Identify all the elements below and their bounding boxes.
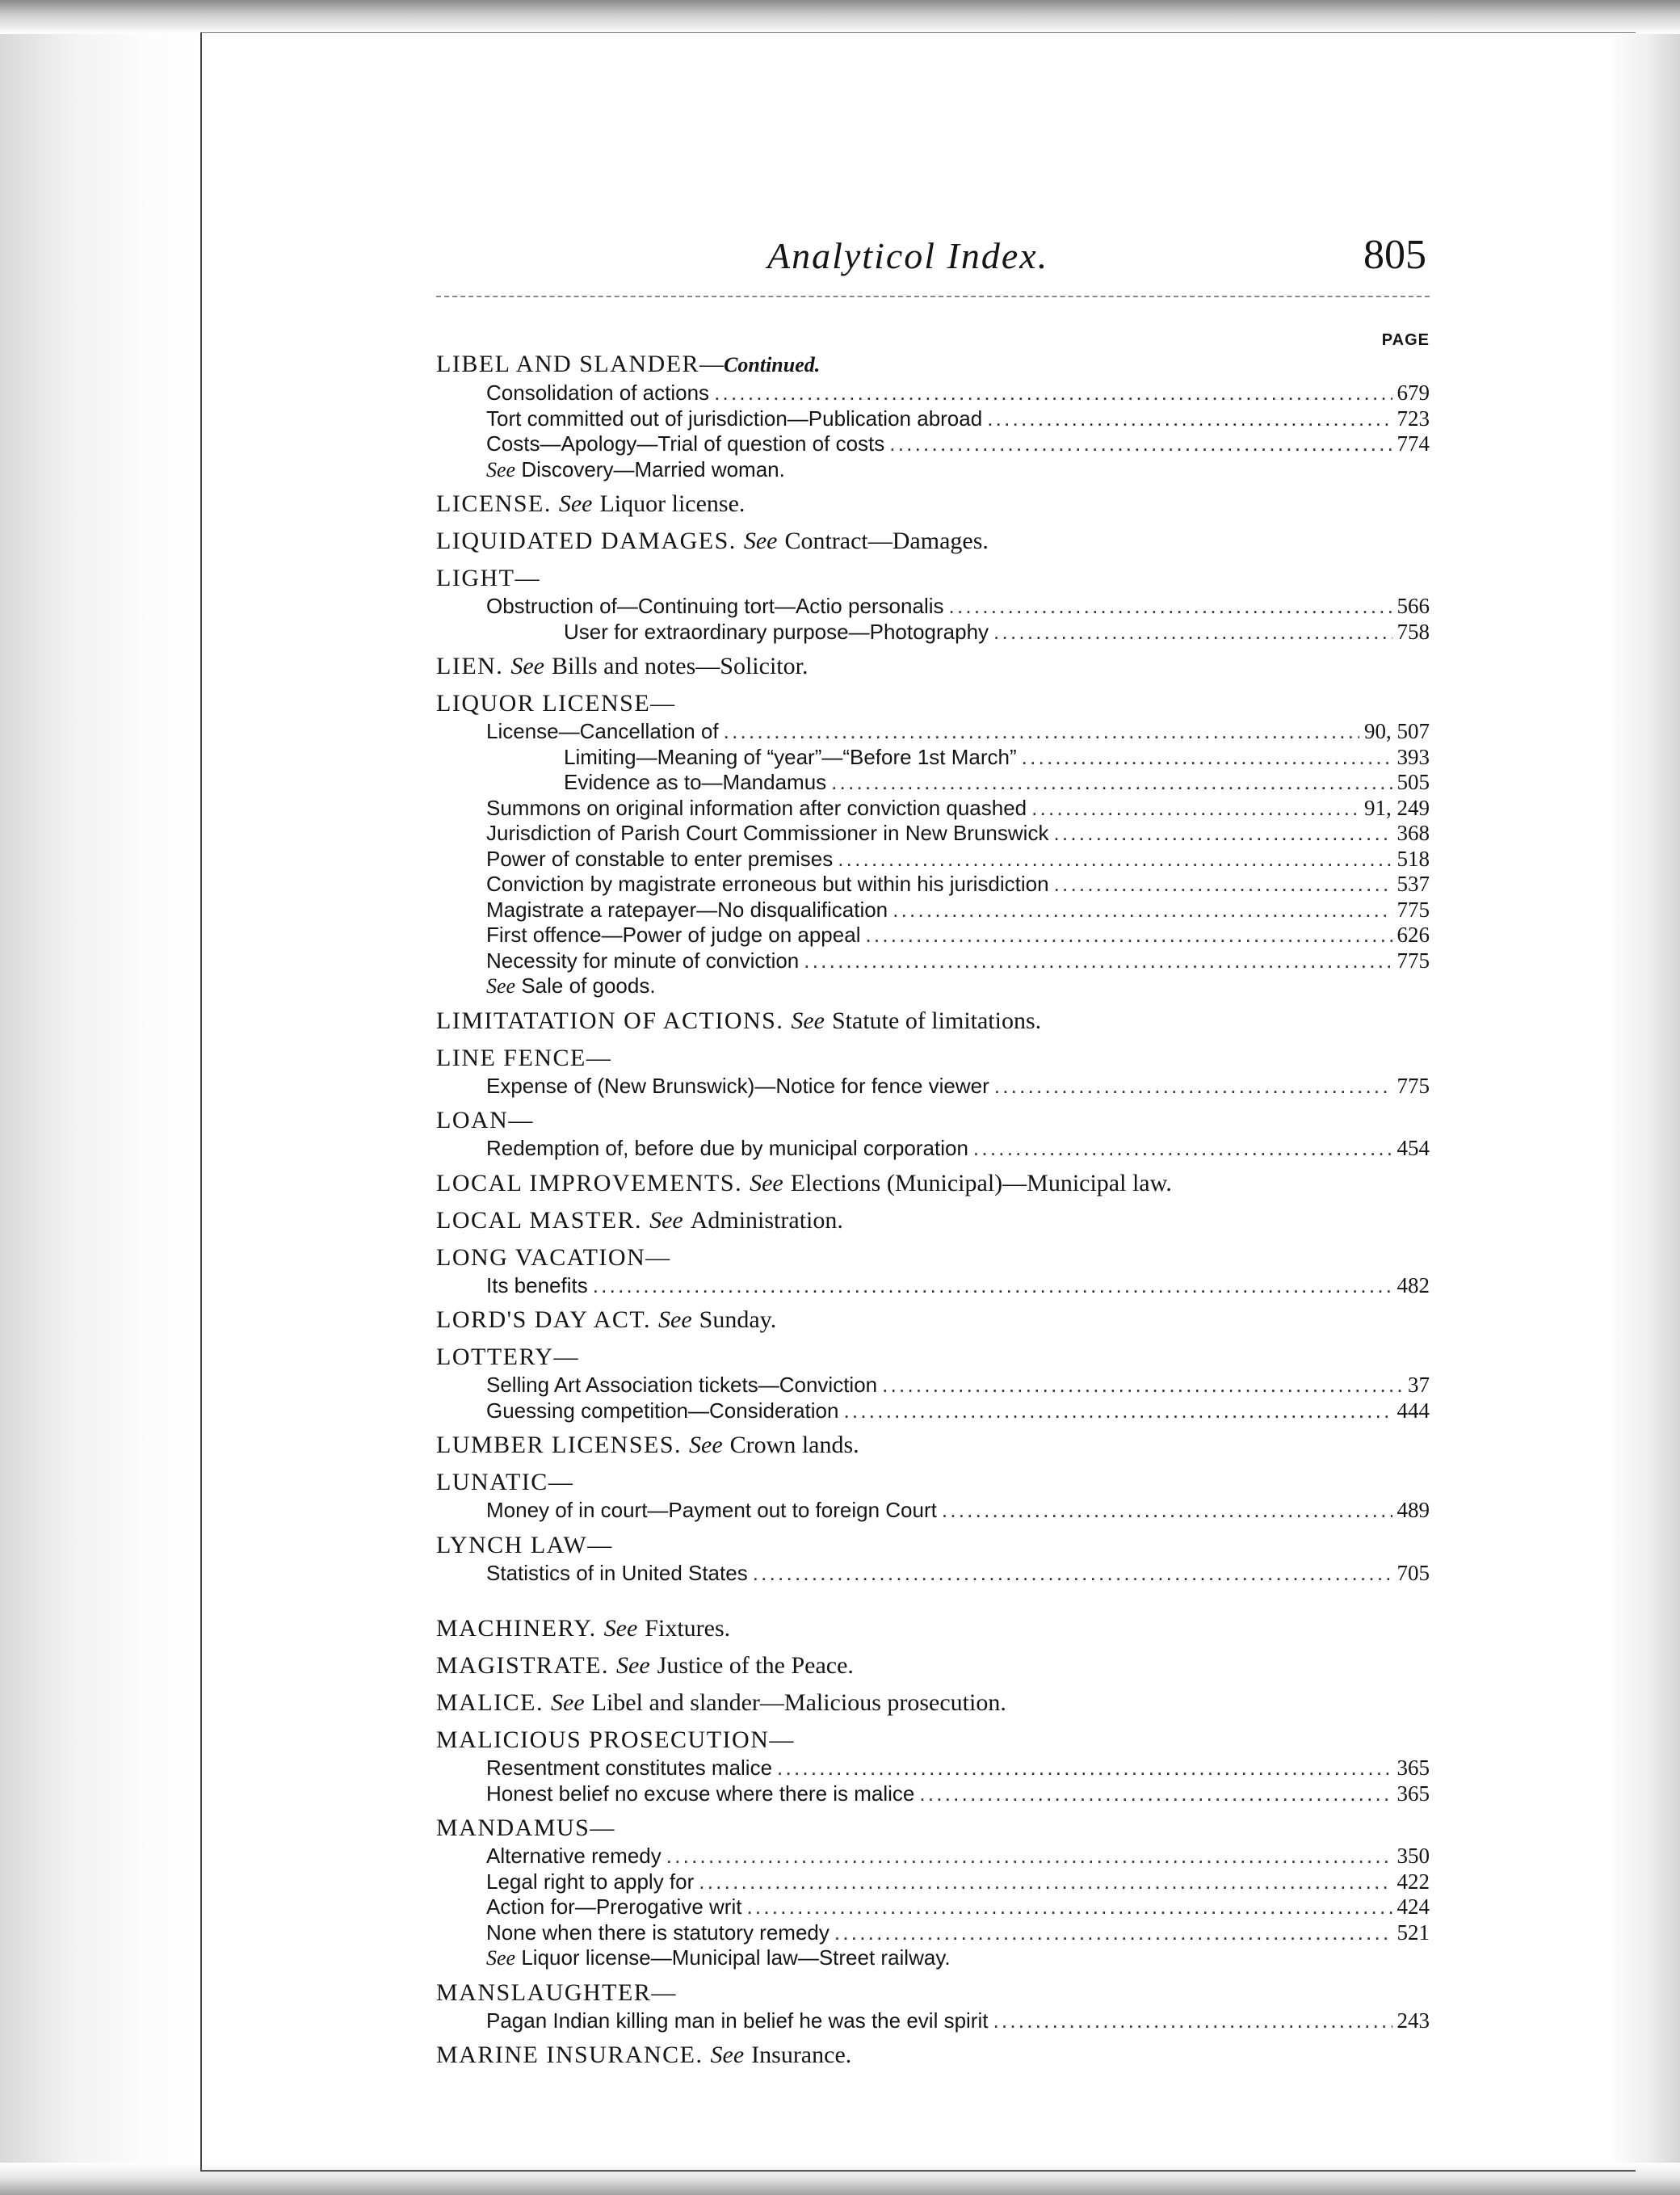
entry-spacer — [436, 1681, 1430, 1688]
see-label: See — [510, 653, 544, 679]
index-entry — [436, 1467, 1430, 1524]
see-label: See — [486, 457, 516, 481]
see-reference: Discovery—Married woman. — [521, 456, 785, 481]
dot-leader — [1022, 745, 1392, 771]
page-column-label: PAGE — [1381, 331, 1430, 349]
subentry-line — [436, 1561, 1430, 1587]
entry-heading — [436, 1813, 1430, 1844]
entry-spacer — [436, 1037, 1430, 1043]
see-label: See — [486, 974, 516, 998]
entry-heading — [436, 1043, 1430, 1074]
subentry-line — [436, 1920, 1430, 1946]
subentry-line — [436, 2008, 1430, 2034]
index-entry — [436, 1205, 1430, 1236]
continued-label: Continued. — [724, 353, 821, 376]
page-reference: 537 — [1396, 872, 1430, 896]
header-rule — [436, 296, 1430, 297]
page-reference: 775 — [1396, 897, 1430, 922]
subentry-text: User for extraordinary purpose—Photography — [564, 619, 989, 644]
subentry-text: Action for—Prerogative writ — [486, 1894, 742, 1919]
index-entry — [436, 1688, 1430, 1718]
page-number: 805 — [1363, 232, 1426, 278]
index-entry — [436, 1168, 1430, 1199]
subentry-text: Resentment constitutes malice — [486, 1756, 773, 1780]
heading-text: MARINE INSURANCE. — [436, 2042, 704, 2068]
entry-heading — [436, 1725, 1430, 1756]
dot-leader — [699, 1869, 1392, 1895]
dot-leader — [666, 1844, 1392, 1869]
subentry-line — [436, 1074, 1430, 1100]
dot-leader — [724, 719, 1359, 745]
heading-text: MAGISTRATE. — [436, 1652, 610, 1679]
see-reference: Sunday. — [699, 1306, 777, 1333]
heading-dash: — — [699, 351, 724, 377]
entry-heading — [436, 1243, 1430, 1273]
subentry-line — [436, 1136, 1430, 1162]
see-reference: Statute of limitations. — [832, 1007, 1042, 1034]
entry-spacer — [436, 1524, 1430, 1530]
subentry-line — [436, 948, 1430, 974]
entry-spacer — [436, 1586, 1430, 1613]
entry-heading — [436, 1650, 1430, 1681]
subentry-text: Jurisdiction of Parish Court Commissioner in New Brunswick — [486, 821, 1049, 845]
dot-leader — [949, 594, 1392, 620]
index-entry — [436, 1105, 1430, 1162]
cross-reference-line — [436, 973, 1430, 999]
entry-heading — [436, 1613, 1430, 1644]
dot-leader — [777, 1756, 1392, 1781]
entry-heading — [436, 563, 1430, 594]
index-entry — [436, 349, 1430, 482]
index-entry — [436, 2040, 1430, 2071]
see-reference: Libel and slander—Malicious prosecution. — [591, 1689, 1006, 1716]
see-reference: Sale of goods. — [521, 973, 656, 998]
subentry-text: Its benefits — [486, 1272, 588, 1297]
heading-text: LIEN. — [436, 653, 504, 679]
subentry-text: Evidence as to—Mandamus — [564, 770, 827, 794]
entry-heading — [436, 2040, 1430, 2071]
entry-spacer — [436, 1162, 1430, 1168]
page-reference: 505 — [1396, 770, 1430, 794]
heading-text: LIQUIDATED DAMAGES. — [436, 528, 737, 554]
page-reference: 482 — [1396, 1272, 1430, 1297]
page-reference: 489 — [1396, 1498, 1430, 1522]
running-title: Analyticol Index. — [767, 235, 1049, 276]
subentry-line — [436, 923, 1430, 948]
heading-text: LOCAL IMPROVEMENTS. — [436, 1169, 743, 1196]
entry-heading — [436, 1530, 1430, 1561]
subentry-line — [436, 1273, 1430, 1299]
see-label: See — [616, 1652, 650, 1679]
see-label: See — [658, 1306, 692, 1333]
entry-heading — [436, 1688, 1430, 1718]
subentry-text: Guessing competition—Consideration — [486, 1398, 839, 1423]
subentry-text: Expense of (New Brunswick)—Notice for fence viewer — [486, 1073, 989, 1098]
dot-leader — [1031, 796, 1359, 822]
entry-heading — [436, 1305, 1430, 1335]
entry-spacer — [436, 1099, 1430, 1105]
subentry-line — [436, 620, 1430, 645]
index-entry — [436, 489, 1430, 519]
subentry-text: First offence—Power of judge on appeal — [486, 923, 861, 947]
index-entry — [436, 526, 1430, 557]
page-reference: 444 — [1396, 1398, 1430, 1423]
index-entry — [436, 1305, 1430, 1335]
page-reference: 454 — [1396, 1136, 1430, 1160]
subentry-line — [436, 1869, 1430, 1895]
heading-text: LORD'S DAY ACT. — [436, 1306, 652, 1333]
dot-leader — [889, 431, 1392, 457]
cross-reference-line — [436, 457, 1430, 483]
dot-leader — [942, 1498, 1392, 1524]
see-label: See — [649, 1206, 683, 1234]
entry-heading — [436, 1978, 1430, 2008]
entry-spacer — [436, 1236, 1430, 1243]
dot-leader — [987, 406, 1392, 432]
dot-leader — [994, 1074, 1392, 1100]
dot-leader — [892, 898, 1392, 923]
see-reference: Bills and notes—Solicitor. — [551, 653, 808, 679]
subentry-text: Pagan Indian killing man in belief he was the evil spirit — [486, 2008, 989, 2033]
subentry-line — [436, 431, 1430, 457]
heading-text: LUNATIC— — [436, 1469, 574, 1495]
subentry-text: Tort committed out of jurisdiction—Publication abroad — [486, 406, 983, 431]
subentry-line — [436, 1894, 1430, 1920]
page-reference: 518 — [1396, 846, 1430, 871]
entry-spacer — [436, 519, 1430, 526]
dot-leader — [753, 1561, 1392, 1587]
subentry-text: Statistics of in United States — [486, 1560, 748, 1585]
subentry-line — [436, 745, 1430, 771]
index-entry — [436, 1650, 1430, 1681]
page-reference: 422 — [1396, 1869, 1430, 1894]
subentry-text: Costs—Apology—Trial of question of costs — [486, 431, 885, 456]
heading-text: MACHINERY. — [436, 1615, 597, 1642]
entry-spacer — [436, 1718, 1430, 1725]
subentry-text: Summons on original information after conviction quashed — [486, 795, 1027, 820]
dot-leader — [865, 923, 1392, 948]
subentry-line — [436, 1373, 1430, 1398]
dot-leader — [882, 1373, 1403, 1398]
subentry-line — [436, 381, 1430, 406]
dot-leader — [593, 1273, 1392, 1299]
subentry-text: Power of constable to enter premises — [486, 846, 834, 871]
entry-heading — [436, 1467, 1430, 1498]
heading-text: LINE FENCE— — [436, 1044, 612, 1071]
dot-leader — [831, 770, 1392, 796]
subentry-line — [436, 1498, 1430, 1524]
dot-leader — [919, 1781, 1392, 1807]
page-reference: 705 — [1396, 1560, 1430, 1585]
index-entry — [436, 1530, 1430, 1587]
entry-heading — [436, 489, 1430, 519]
entry-heading — [436, 688, 1430, 719]
entry-spacer — [436, 1298, 1430, 1305]
subentry-line — [436, 898, 1430, 923]
dot-leader — [714, 381, 1392, 406]
heading-text: LICENSE. — [436, 490, 552, 517]
see-reference: Liquor license—Municipal law—Street railway. — [521, 1945, 951, 1970]
dot-leader — [838, 847, 1392, 873]
entry-heading — [436, 1430, 1430, 1461]
subentry-text: Selling Art Association tickets—Conviction — [486, 1373, 878, 1397]
scan-shadow-top — [0, 0, 1680, 34]
see-reference: Elections (Municipal)—Municipal law. — [790, 1169, 1172, 1196]
heading-text: LOTTERY— — [436, 1343, 579, 1370]
entry-spacer — [436, 645, 1430, 651]
scan-shadow-left — [0, 0, 202, 2195]
dot-leader — [834, 1920, 1392, 1946]
subentry-line — [436, 719, 1430, 745]
page-reference: 626 — [1396, 923, 1430, 947]
index-entry — [436, 1043, 1430, 1100]
heading-text: MALICIOUS PROSECUTION— — [436, 1726, 795, 1753]
entry-spacer — [436, 1335, 1430, 1342]
dot-leader — [746, 1894, 1392, 1920]
heading-text: MALICE. — [436, 1689, 544, 1716]
entry-spacer — [436, 1644, 1430, 1650]
heading-text: LUMBER LICENSES. — [436, 1432, 682, 1458]
heading-text: LOAN— — [436, 1107, 534, 1133]
entry-spacer — [436, 2033, 1430, 2040]
see-reference: Crown lands. — [729, 1432, 859, 1458]
entry-spacer — [436, 682, 1430, 688]
heading-text: MANDAMUS— — [436, 1814, 615, 1841]
index-list — [436, 349, 1430, 2071]
subentry-text: None when there is statutory remedy — [486, 1920, 830, 1945]
subentry-line — [436, 1781, 1430, 1807]
dot-leader — [993, 2008, 1392, 2034]
subentry-text: Magistrate a ratepayer—No disqualification — [486, 897, 888, 922]
index-entry — [436, 1243, 1430, 1299]
page-reference: 365 — [1396, 1781, 1430, 1806]
subentry-text: Alternative remedy — [486, 1844, 662, 1868]
entry-spacer — [436, 482, 1430, 489]
see-label: See — [750, 1169, 783, 1196]
entry-spacer — [436, 1423, 1430, 1430]
entry-heading — [436, 1168, 1430, 1199]
subentry-text: Honest belief no excuse where there is malice — [486, 1781, 915, 1806]
dot-leader — [993, 620, 1392, 645]
page-reference: 679 — [1396, 381, 1430, 405]
page-reference: 365 — [1396, 1756, 1430, 1780]
see-reference: Insurance. — [751, 2042, 852, 2068]
dot-leader — [843, 1398, 1392, 1424]
see-label: See — [710, 2042, 745, 2068]
heading-text: LOCAL MASTER. — [436, 1206, 643, 1234]
page-reference: 774 — [1396, 431, 1430, 456]
subentry-text: Limiting—Meaning of “year”—“Before 1st March” — [564, 744, 1017, 769]
subentry-text: Obstruction of—Continuing tort—Actio personalis — [486, 594, 944, 618]
heading-text: LIGHT— — [436, 565, 540, 591]
entry-heading — [436, 1006, 1430, 1037]
entry-spacer — [436, 1971, 1430, 1978]
dot-leader — [1053, 821, 1392, 847]
page-reference: 368 — [1396, 821, 1430, 845]
see-label: See — [558, 490, 593, 517]
subentry-line — [436, 406, 1430, 432]
index-entry — [436, 563, 1430, 645]
dot-leader — [973, 1136, 1392, 1162]
page-reference: 37 — [1408, 1373, 1430, 1397]
subentry-text: Redemption of, before due by municipal corporation — [486, 1136, 968, 1160]
subentry-line — [436, 796, 1430, 822]
see-label: See — [551, 1689, 585, 1716]
page-reference: 350 — [1396, 1844, 1430, 1868]
page-reference: 243 — [1396, 2008, 1430, 2033]
page-reference: 758 — [1396, 619, 1430, 644]
dot-leader — [804, 948, 1392, 974]
subentry-line — [436, 594, 1430, 620]
subentry-line — [436, 1398, 1430, 1424]
see-reference: Fixtures. — [645, 1615, 731, 1642]
subentry-line — [436, 1844, 1430, 1869]
page-reference: 775 — [1396, 1073, 1430, 1098]
index-entry — [436, 1978, 1430, 2034]
subentry-text: Legal right to apply for — [486, 1869, 695, 1894]
see-reference: Administration. — [690, 1206, 843, 1234]
see-reference: Contract—Damages. — [784, 528, 989, 554]
subentry-line — [436, 872, 1430, 898]
entry-heading — [436, 1205, 1430, 1236]
subentry-line — [436, 1756, 1430, 1781]
see-label: See — [791, 1007, 825, 1034]
page-reference: 775 — [1396, 948, 1430, 973]
subentry-text: Money of in court—Payment out to foreign Court — [486, 1498, 937, 1522]
page-reference: 424 — [1396, 1894, 1430, 1919]
page-reference: 521 — [1396, 1920, 1430, 1945]
heading-text: MANSLAUGHTER— — [436, 1978, 677, 2006]
index-entry — [436, 1613, 1430, 1644]
entry-heading — [436, 526, 1430, 557]
heading-text: LIQUOR LICENSE— — [436, 690, 676, 717]
page-reference: 90, 507 — [1364, 719, 1430, 743]
heading-text: LIMITATATION OF ACTIONS. — [436, 1007, 784, 1034]
index-entry — [436, 688, 1430, 999]
subentry-text: Conviction by magistrate erroneous but within his jurisdiction — [486, 872, 1049, 896]
heading-text: LONG VACATION— — [436, 1243, 671, 1271]
index-entry — [436, 1725, 1430, 1806]
page-header — [436, 234, 1430, 299]
heading-text: LIBEL AND SLANDER — [436, 351, 700, 377]
index-entry — [436, 1430, 1430, 1461]
subentry-line — [436, 847, 1430, 873]
heading-text: LYNCH LAW— — [436, 1531, 613, 1558]
see-label: See — [689, 1432, 723, 1458]
dot-leader — [1054, 872, 1392, 898]
index-entry — [436, 1342, 1430, 1423]
subentry-line — [436, 770, 1430, 796]
index-entry — [436, 1006, 1430, 1037]
subentry-text: License—Cancellation of — [486, 719, 719, 743]
index-entry — [436, 651, 1430, 682]
see-label: See — [603, 1615, 638, 1642]
entry-heading — [436, 1105, 1430, 1136]
entry-heading — [436, 1342, 1430, 1373]
entry-heading — [436, 651, 1430, 682]
cross-reference-line — [436, 1945, 1430, 1971]
entry-spacer — [436, 999, 1430, 1006]
page-reference: 723 — [1396, 406, 1430, 431]
subentry-text: Consolidation of actions — [486, 381, 710, 405]
see-label: See — [743, 528, 778, 554]
see-reference: Liquor license. — [599, 490, 746, 517]
see-label: See — [486, 1946, 516, 1970]
entry-heading — [436, 349, 1430, 381]
subentry-line — [436, 821, 1430, 847]
entry-spacer — [436, 1461, 1430, 1467]
entry-spacer — [436, 1806, 1430, 1813]
page-reference: 566 — [1396, 594, 1430, 618]
entry-spacer — [436, 1199, 1430, 1205]
page-reference: 91, 249 — [1364, 795, 1430, 820]
entry-spacer — [436, 557, 1430, 563]
subentry-text: Necessity for minute of conviction — [486, 948, 800, 973]
see-reference: Justice of the Peace. — [657, 1652, 854, 1679]
page-reference: 393 — [1396, 744, 1430, 769]
index-entry — [436, 1813, 1430, 1971]
